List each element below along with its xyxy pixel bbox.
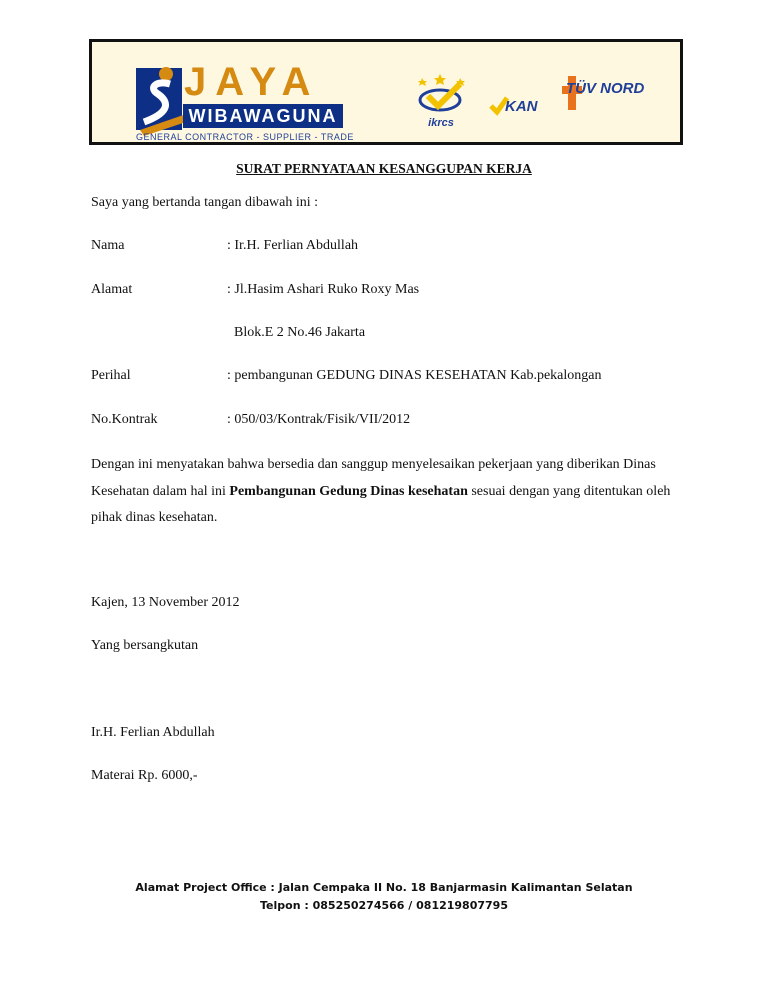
alamat-value: : Jl.Hasim Ashari Ruko Roxy Mas (227, 282, 420, 297)
alamat-value-line2: Blok.E 2 No.46 Jakarta (234, 325, 366, 340)
signer-name: Ir.H. Ferlian Abdullah (91, 725, 215, 740)
company-tagline: GENERAL CONTRACTOR - SUPPLIER - TRADE (136, 132, 354, 142)
ikrcs-label: ikrcs (428, 117, 454, 129)
nama-value: : Ir.H. Ferlian Abdullah (227, 238, 359, 253)
alamat-label: Alamat (91, 282, 133, 297)
company-subname: WIBAWAGUNA (183, 104, 343, 128)
statement-project-name: Pembangunan Gedung Dinas kesehatan (229, 483, 468, 499)
tuv-nord-certification (562, 76, 644, 130)
letterhead (89, 39, 683, 145)
nama-label: Nama (91, 238, 125, 253)
place-date: Kajen, 13 November 2012 (91, 595, 240, 610)
footer-address: Alamat Project Office : Jalan Cempaka II No. 18 Banjarmasin Kalimantan Selatan (135, 881, 633, 894)
statement-text-2: sesuai dengan yang ditentukan oleh pihak dinas kesehatan. (91, 483, 671, 525)
kontrak-value: : 050/03/Kontrak/Fisik/VII/2012 (227, 412, 411, 427)
statement-paragraph (91, 452, 691, 532)
perihal-label: Perihal (91, 368, 131, 383)
kan-label: KAN (505, 98, 538, 115)
kontrak-label: No.Kontrak (91, 412, 158, 427)
tuv-nord-label: TÜV NORD (566, 80, 645, 97)
closing-text: Yang bersangkutan (91, 638, 199, 653)
page-title: SURAT PERNYATAAN KESANGGUPAN KERJA (236, 161, 532, 176)
perihal-value: : pembangunan GEDUNG DINAS KESEHATAN Kab.pekalongan (227, 368, 602, 383)
kan-certification (489, 94, 545, 124)
statement-text-1: Dengan ini menyatakan bahwa bersedia dan sanggup menyelesaikan pekerjaan yang diberikan Dinas Kesehatan dalam hal ini (91, 457, 656, 499)
ikrcs-certification (410, 72, 472, 128)
materai-text: Materai Rp. 6000,- (91, 768, 198, 783)
company-name: JAYA (184, 60, 320, 104)
intro-text: Saya yang bertanda tangan dibawah ini : (91, 195, 319, 210)
footer-phone: Telpon : 085250274566 / 081219807795 (260, 899, 508, 912)
ikrcs-check-icon (410, 72, 472, 112)
